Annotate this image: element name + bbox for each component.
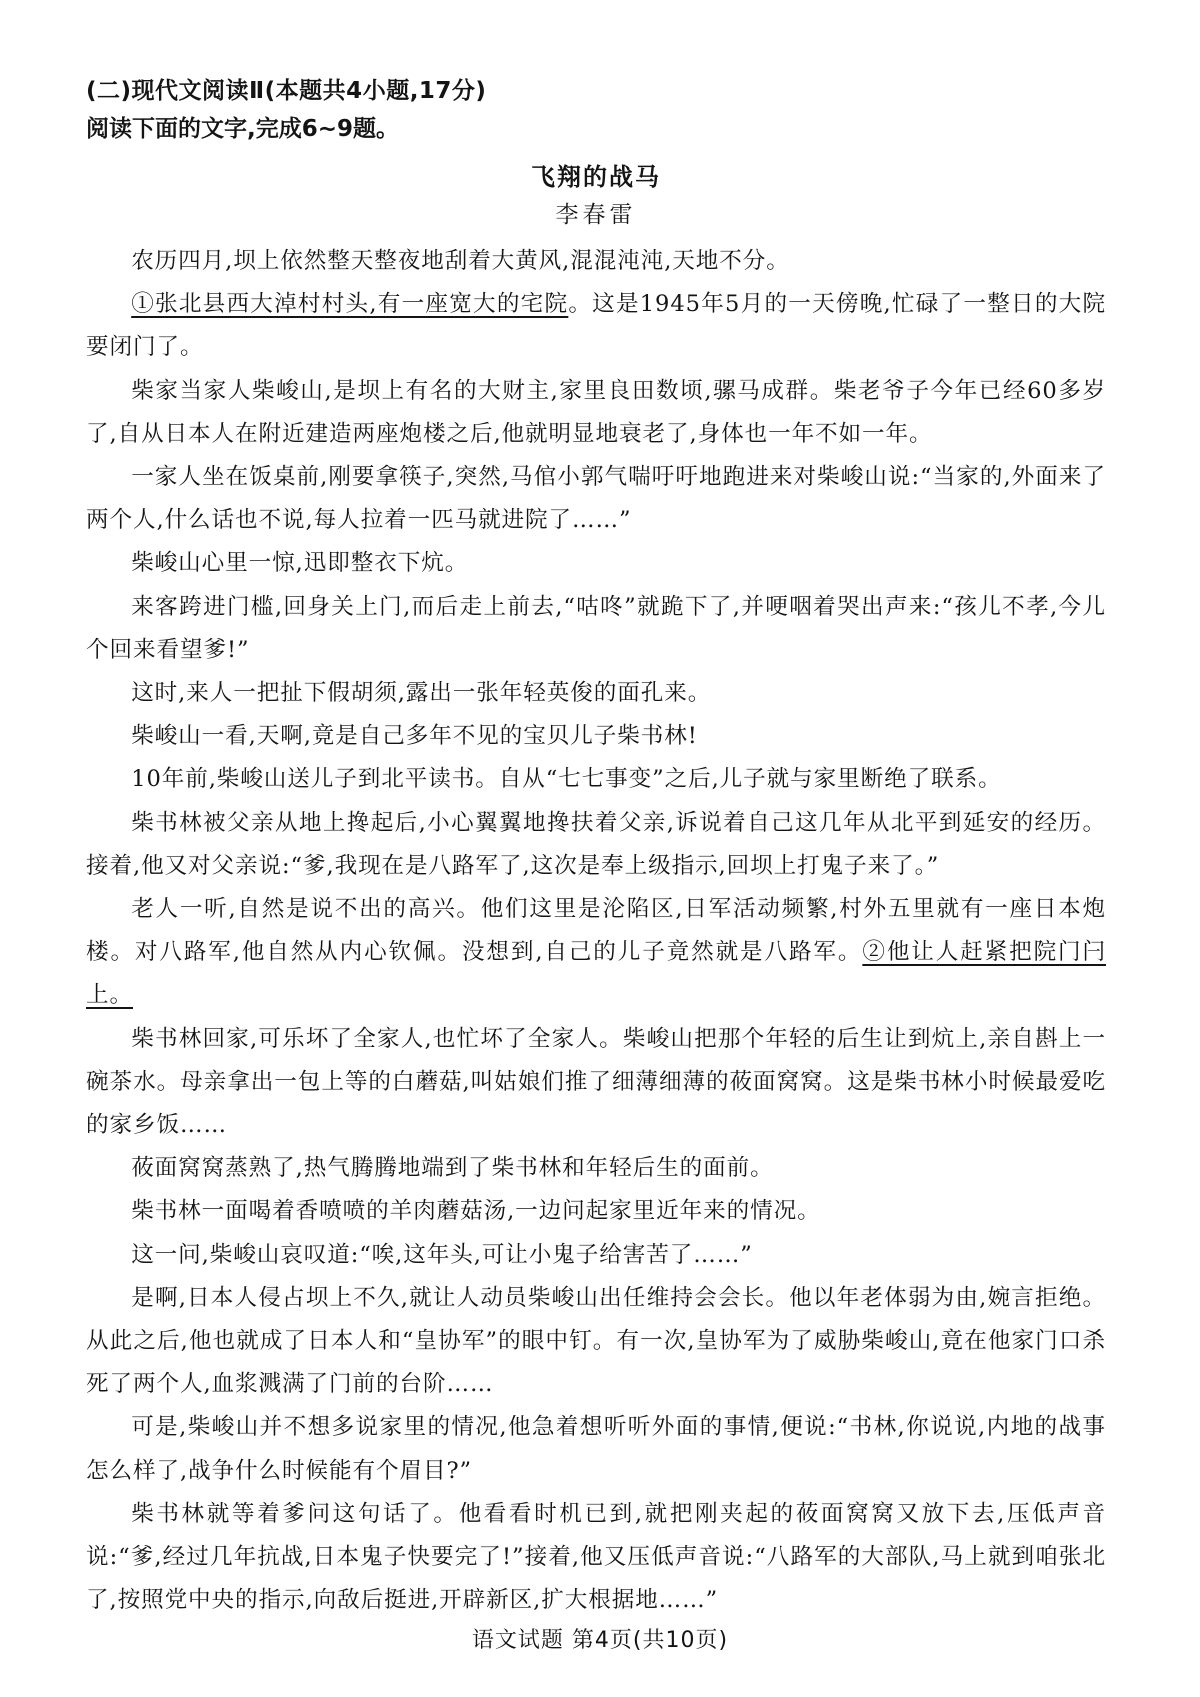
paragraph-text: 一家人坐在饭桌前,刚要拿筷子,突然,马倌小郭气喘吁吁地跑进来对柴峻山说:“当家的,外面来了两个人,什么话也不说,每人拉着一匹马就进院了……” bbox=[86, 464, 1106, 534]
paragraph bbox=[86, 1190, 1106, 1233]
paragraph bbox=[86, 758, 1106, 801]
paragraph-text: 可是,柴峻山并不想多说家里的情况,他急着想听听外面的事情,便说:“书林,你说说,内地的战事怎么样了,战争什么时候能有个眉目?” bbox=[86, 1414, 1106, 1484]
paragraph bbox=[86, 1234, 1106, 1277]
paragraph bbox=[86, 283, 1106, 369]
paragraph bbox=[86, 240, 1106, 283]
paragraph-text: 柴家当家人柴峻山,是坝上有名的大财主,家里良田数顷,骡马成群。柴老爷子今年已经60多岁了,自从日本人在附近建造两座炮楼之后,他就明显地衰老了,身体也一年不如一年。 bbox=[86, 377, 1106, 447]
paragraph-text: 农历四月,坝上依然整天整夜地刮着大黄风,混混沌沌,天地不分。 bbox=[131, 248, 790, 274]
paragraph-text: 是啊,日本人侵占坝上不久,就让人动员柴峻山出任维持会会长。他以年老体弱为由,婉言拒绝。从此之后,他也就成了日本人和“皇协军”的眼中钉。有一次,皇协军为了威胁柴峻山,竟在他家门口杀死了两个人,血浆溅满了门前的台阶…… bbox=[86, 1284, 1106, 1398]
article-body bbox=[86, 240, 1106, 1623]
marked-sentence-1: ①张北县西大淖村村头,有一座宽大的宅院 bbox=[131, 291, 569, 318]
paragraph-text: 莜面窝窝蒸熟了,热气腾腾地端到了柴书林和年轻后生的面前。 bbox=[131, 1155, 774, 1182]
paragraph-text: 10年前,柴峻山送儿子到北平读书。自从“七七事变”之后,儿子就与家里断绝了联系。 bbox=[131, 766, 1002, 793]
paragraph-text: 这一问,柴峻山哀叹道:“唉,这年头,可让小鬼子给害苦了……” bbox=[131, 1241, 753, 1268]
paragraph bbox=[86, 370, 1106, 456]
page-footer: 语文试题 第4页(共10页) bbox=[471, 1628, 729, 1653]
paragraph bbox=[86, 672, 1106, 715]
paragraph bbox=[86, 1147, 1106, 1190]
paragraph bbox=[86, 888, 1106, 1018]
paragraph bbox=[86, 715, 1106, 758]
paragraph-text: 柴书林回家,可乐坏了全家人,也忙坏了全家人。柴峻山把那个年轻的后生让到炕上,亲自斟上一碗茶水。母亲拿出一包上等的白蘑菇,叫姑娘们推了细薄细薄的莜面窝窝。这是柴书林小时候最爱吃的家乡饭…… bbox=[86, 1025, 1106, 1139]
exam-page bbox=[86, 72, 1106, 1623]
marked-sentence-2: ②他让人赶紧把院门闩上。 bbox=[86, 939, 1106, 1009]
paragraph-text: 柴书林一面喝着香喷喷的羊肉蘑菇汤,一边问起家里近年来的情况。 bbox=[131, 1198, 821, 1225]
paragraph-text: 柴书林被父亲从地上搀起后,小心翼翼地搀扶着父亲,诉说着自己这几年从北平到延安的经历。接着,他又对父亲说:“爹,我现在是八路军了,这次是奉上级指示,回坝上打鬼子来了。” bbox=[86, 809, 1106, 879]
reading-instruction: 阅读下面的文字,完成6~9题。 bbox=[86, 116, 400, 142]
paragraph-text: 老人一听,自然是说不出的高兴。他们这里是沦陷区,日军活动频繁,村外五里就有一座日本炮楼。对八路军,他自然从内心钦佩。没想到,自己的儿子竟然就是八路军。 bbox=[86, 896, 1106, 966]
paragraph bbox=[86, 1406, 1106, 1492]
paragraph bbox=[86, 456, 1106, 542]
paragraph-text: 这时,来人一把扯下假胡须,露出一张年轻英俊的面孔来。 bbox=[131, 680, 712, 707]
paragraph-text: 柴峻山一看,天啊,竟是自己多年不见的宝贝儿子柴书林! bbox=[131, 723, 698, 750]
paragraph bbox=[86, 1493, 1106, 1623]
paragraph bbox=[86, 586, 1106, 672]
paragraph-text: 柴书林就等着爹问这句话了。他看看时机已到,就把刚夹起的莜面窝窝又放下去,压低声音说:“爹,经过几年抗战,日本鬼子快要完了!”接着,他又压低声音说:“八路军的大部队,马上就到咱张北了,按照党中央的指示,向敌后挺进,开辟新区,扩大根据地……” bbox=[86, 1500, 1106, 1614]
article-title: 飞翔的战马 bbox=[531, 163, 661, 191]
paragraph-text: 柴峻山心里一惊,迅即整衣下炕。 bbox=[131, 550, 469, 577]
paragraph bbox=[86, 802, 1106, 888]
article-author: 李春雷 bbox=[555, 202, 637, 228]
paragraph bbox=[86, 542, 1106, 585]
paragraph-text: 。这是1945年5月的一天傍晚,忙碌了一整日的大院要闭门了。 bbox=[86, 291, 1106, 361]
paragraph bbox=[86, 1277, 1106, 1407]
paragraph-text: 来客跨进门槛,回身关上门,而后走上前去,“咕咚”就跪下了,并哽咽着哭出声来:“孩儿不孝,今儿个回来看望爹!” bbox=[86, 593, 1106, 663]
paragraph bbox=[86, 1018, 1106, 1148]
section-heading: (二)现代文阅读Ⅱ(本题共4小题,17分) bbox=[86, 78, 487, 104]
